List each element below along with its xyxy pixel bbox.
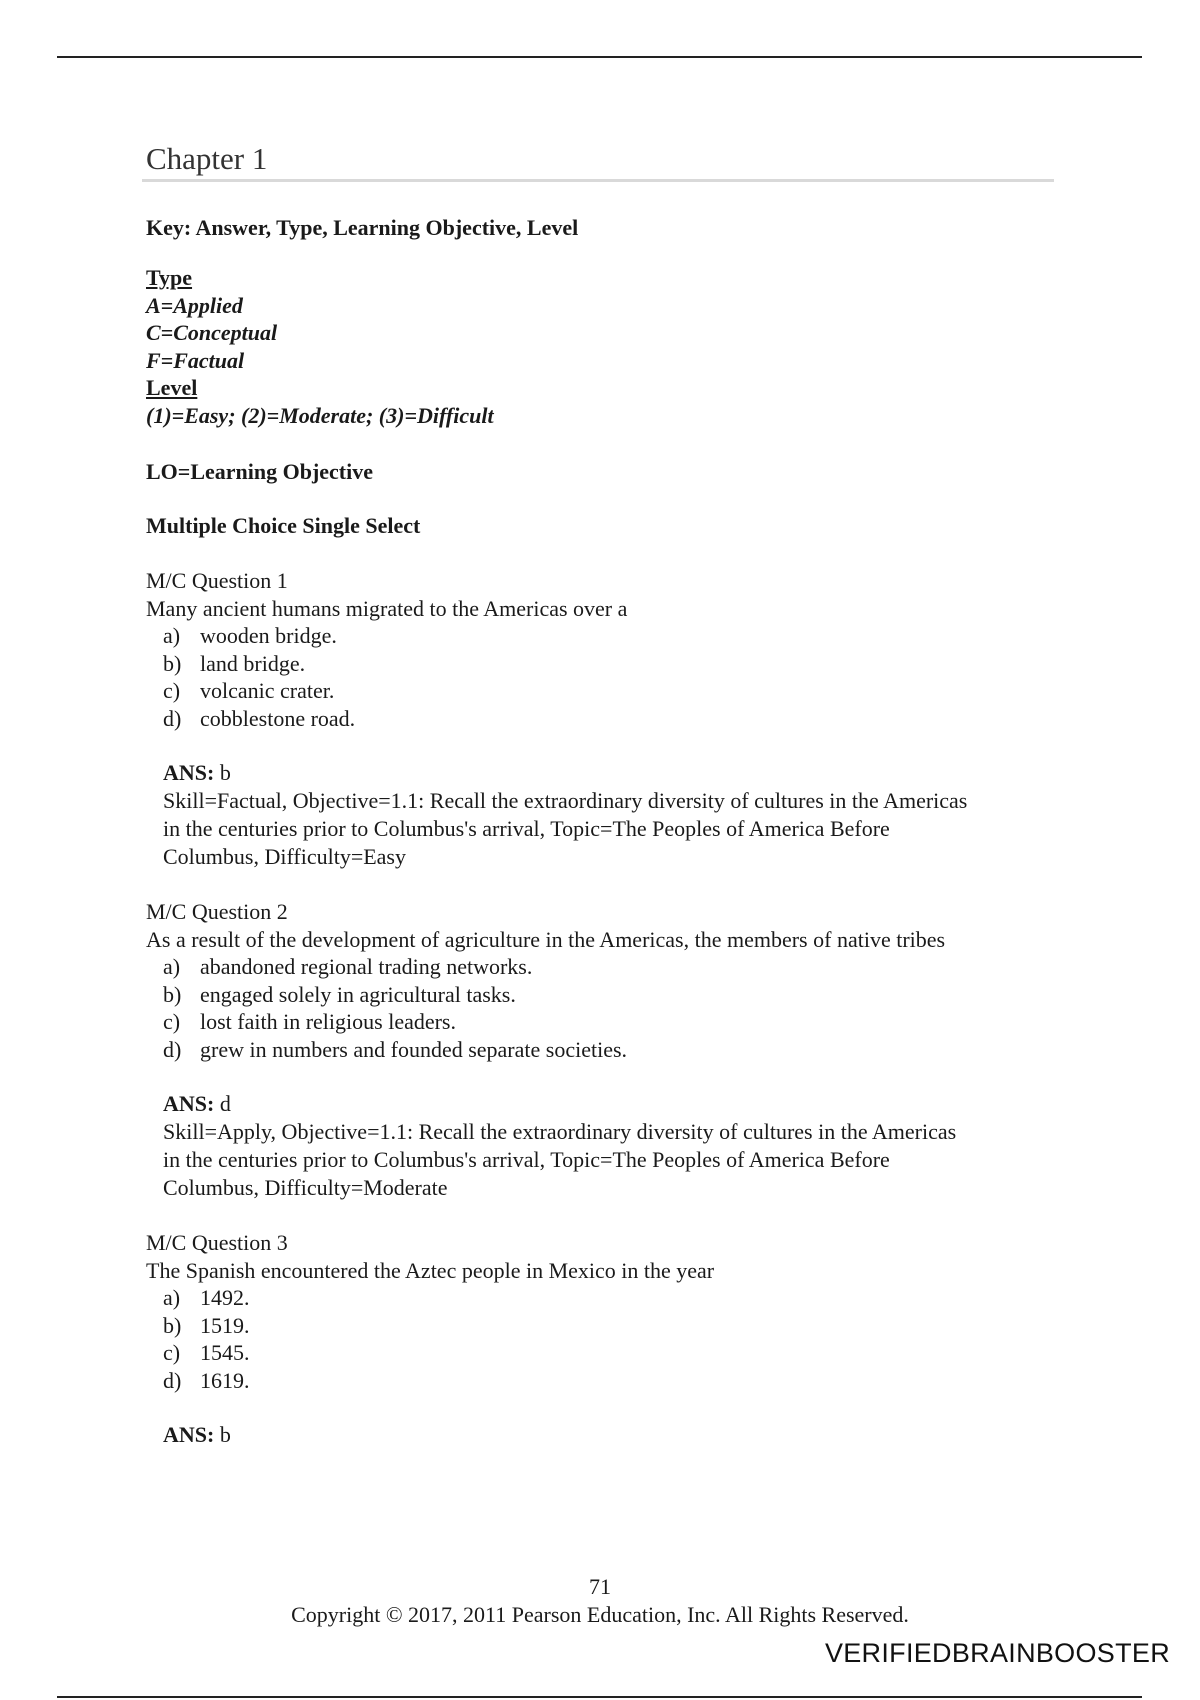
option-letter: c)	[163, 1340, 181, 1366]
legend	[146, 264, 1066, 429]
option-text: engaged solely in agricultural tasks.	[200, 981, 516, 1007]
option-a	[163, 1284, 1066, 1312]
option-b	[163, 650, 1066, 678]
option-text: lost faith in religious leaders.	[200, 1009, 456, 1035]
type-applied: A=Applied	[146, 292, 243, 318]
option-text: volcanic crater.	[200, 678, 335, 704]
options-list	[146, 1284, 1066, 1394]
top-rule	[57, 56, 1142, 58]
option-text: land bridge.	[200, 650, 306, 676]
ans-label: ANS:	[163, 1422, 215, 1448]
option-letter: a)	[163, 954, 181, 980]
type-heading: Type	[146, 265, 193, 291]
ans-value: b	[219, 760, 231, 786]
option-letter: d)	[163, 1036, 182, 1062]
option-d	[163, 1036, 1066, 1064]
ans-label: ANS:	[163, 1091, 215, 1117]
copyright-notice: Copyright © 2017, 2011 Pearson Education, Inc. All Rights Reserved.	[291, 1602, 909, 1627]
level-heading: Level	[146, 375, 198, 401]
option-text: 1545.	[200, 1340, 250, 1366]
option-text: wooden bridge.	[200, 623, 337, 649]
option-letter: b)	[163, 650, 182, 676]
option-text: grew in numbers and founded separate societies.	[200, 1036, 628, 1062]
page-content	[146, 140, 1066, 1449]
watermark-text: VERIFIEDBRAINBOOSTER	[824, 1638, 1170, 1668]
question-stem: As a result of the development of agriculture in the Americas, the members of native tribes	[146, 926, 946, 952]
option-a	[163, 953, 1066, 981]
question-2	[146, 898, 1066, 1202]
option-text: 1492.	[200, 1285, 250, 1311]
options-list	[146, 953, 1066, 1063]
question-label: M/C Question 3	[146, 1230, 288, 1256]
option-c	[163, 1008, 1066, 1036]
option-text: cobblestone road.	[200, 705, 356, 731]
option-text: 1619.	[200, 1367, 250, 1393]
answer-meta	[163, 1118, 1063, 1202]
meta-line: in the centuries prior to Columbus's arrival, Topic=The Peoples of America Before	[163, 1147, 890, 1173]
option-letter: c)	[163, 1009, 181, 1035]
option-c	[163, 677, 1066, 705]
chapter-divider	[142, 179, 1054, 182]
lo-line: LO=Learning Objective	[146, 459, 374, 485]
meta-line: Skill=Apply, Objective=1.1: Recall the extraordinary diversity of cultures in the Americas	[163, 1119, 957, 1145]
meta-line: Columbus, Difficulty=Easy	[163, 844, 406, 870]
option-d	[163, 1367, 1066, 1395]
option-letter: a)	[163, 1285, 181, 1311]
option-letter: b)	[163, 981, 182, 1007]
answer-meta	[163, 787, 1063, 871]
page-number: 71	[589, 1574, 611, 1599]
option-a	[163, 622, 1066, 650]
bottom-rule	[57, 1696, 1142, 1698]
key-line: Key: Answer, Type, Learning Objective, Level	[146, 215, 579, 241]
type-conceptual: C=Conceptual	[146, 320, 278, 346]
option-letter: c)	[163, 678, 181, 704]
question-1	[146, 567, 1066, 871]
level-values: (1)=Easy; (2)=Moderate; (3)=Difficult	[146, 402, 494, 428]
ans-label: ANS:	[163, 760, 215, 786]
question-label: M/C Question 1	[146, 568, 288, 594]
option-d	[163, 705, 1066, 733]
option-c	[163, 1339, 1066, 1367]
meta-line: in the centuries prior to Columbus's arrival, Topic=The Peoples of America Before	[163, 816, 890, 842]
option-letter: d)	[163, 705, 182, 731]
option-letter: a)	[163, 623, 181, 649]
option-b	[163, 1312, 1066, 1340]
meta-line: Skill=Factual, Objective=1.1: Recall the extraordinary diversity of cultures in the Americas	[163, 788, 968, 814]
option-b	[163, 981, 1066, 1009]
ans-value: b	[219, 1422, 231, 1448]
question-stem: The Spanish encountered the Aztec people in Mexico in the year	[146, 1257, 715, 1283]
options-list	[146, 622, 1066, 732]
answer-block	[146, 1421, 1066, 1449]
question-3	[146, 1229, 1066, 1449]
option-text: 1519.	[200, 1312, 250, 1338]
option-letter: d)	[163, 1367, 182, 1393]
ans-value: d	[219, 1091, 231, 1117]
answer-block	[146, 1090, 1066, 1202]
question-label: M/C Question 2	[146, 899, 288, 925]
chapter-title: Chapter 1	[146, 141, 268, 176]
answer-block	[146, 759, 1066, 871]
section-title: Multiple Choice Single Select	[146, 513, 421, 539]
option-text: abandoned regional trading networks.	[200, 954, 533, 980]
meta-line: Columbus, Difficulty=Moderate	[163, 1175, 448, 1201]
type-factual: F=Factual	[146, 347, 245, 373]
option-letter: b)	[163, 1312, 182, 1338]
question-stem: Many ancient humans migrated to the Americas over a	[146, 595, 628, 621]
